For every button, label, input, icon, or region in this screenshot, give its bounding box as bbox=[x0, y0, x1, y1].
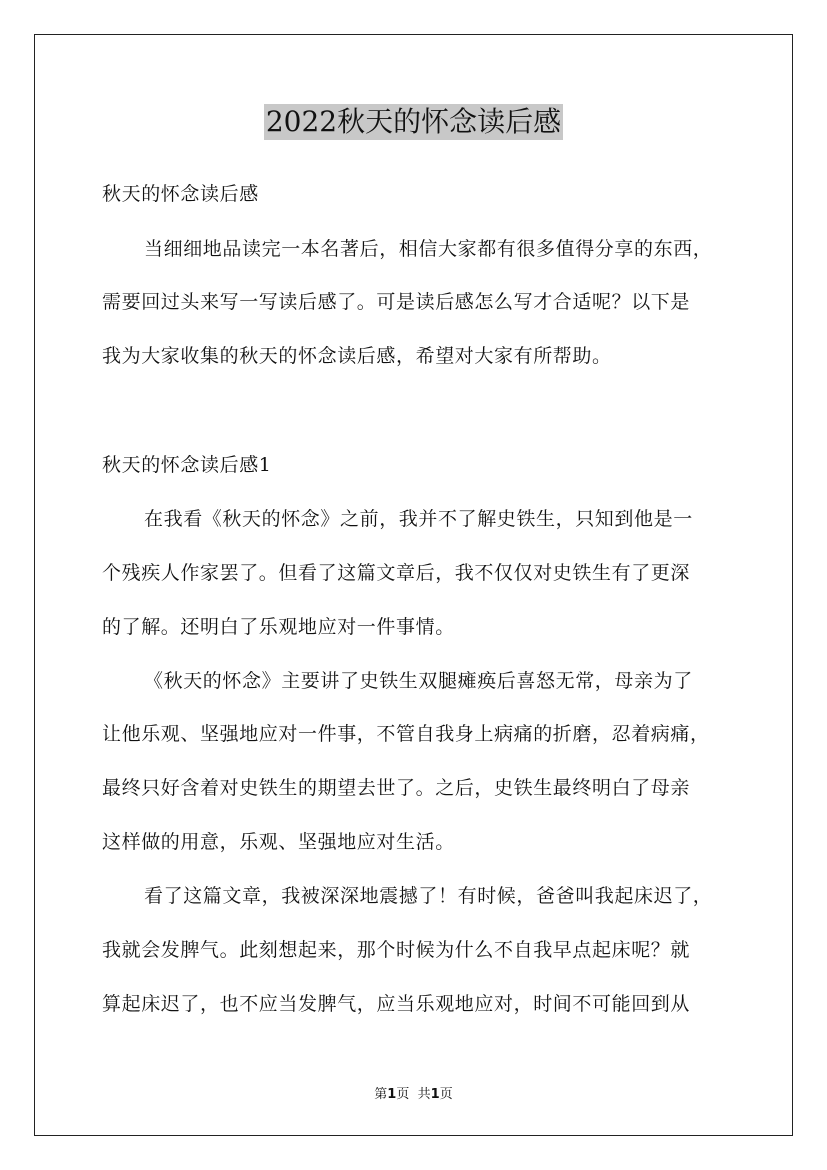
para2-line-1: 《秋天的怀念》主要讲了史铁生双腿瘫痪后喜怒无常，母亲为了 bbox=[144, 670, 693, 692]
para1-line-3: 的了解。还明白了乐观地应对一件事情。 bbox=[102, 616, 455, 638]
para2-line-2: 让他乐观、坚强地应对一件事，不管自我身上病痛的折磨，忍着病痛， bbox=[102, 723, 710, 745]
para2-line-3: 最终只好含着对史铁生的期望去世了。之后，史铁生最终明白了母亲 bbox=[102, 777, 691, 799]
section-heading: 秋天的怀念读后感1 bbox=[102, 454, 272, 476]
para1-line-1: 在我看《秋天的怀念》之前，我并不了解史铁生，只知到他是一 bbox=[144, 508, 693, 530]
para3-line-1: 看了这篇文章，我被深深地震撼了！有时候，爸爸叫我起床迟了， bbox=[144, 885, 713, 907]
para2-line-4: 这样做的用意，乐观、坚强地应对生活。 bbox=[102, 831, 455, 853]
footer-total-suffix: 页 bbox=[439, 1087, 453, 1102]
footer-page-suffix: 页 bbox=[396, 1087, 410, 1102]
document-title bbox=[0, 104, 827, 140]
page-footer bbox=[0, 1083, 827, 1102]
intro-line-2: 需要回过头来写一写读后感了。可是读后感怎么写才合适呢？以下是 bbox=[102, 291, 691, 313]
intro-line-3: 我为大家收集的秋天的怀念读后感，希望对大家有所帮助。 bbox=[102, 345, 612, 367]
footer-total-prefix: 共 bbox=[417, 1087, 431, 1102]
para1-line-2: 个残疾人作家罢了。但看了这篇文章后，我不仅仅对史铁生有了更深 bbox=[102, 562, 691, 584]
para3-line-2: 我就会发脾气。此刻想起来，那个时候为什么不自我早点起床呢？就 bbox=[102, 939, 691, 961]
footer-page-number: 1 bbox=[387, 1087, 397, 1102]
document-title-text: 2022秋天的怀念读后感 bbox=[265, 105, 562, 138]
subtitle: 秋天的怀念读后感 bbox=[102, 183, 259, 205]
footer-total-number: 1 bbox=[430, 1087, 440, 1102]
intro-line-1: 当细细地品读完一本名著后，相信大家都有很多值得分享的东西， bbox=[144, 238, 713, 260]
para3-line-3: 算起床迟了，也不应当发脾气，应当乐观地应对，时间不可能回到从 bbox=[102, 993, 691, 1015]
footer-page-prefix: 第 bbox=[374, 1087, 388, 1102]
